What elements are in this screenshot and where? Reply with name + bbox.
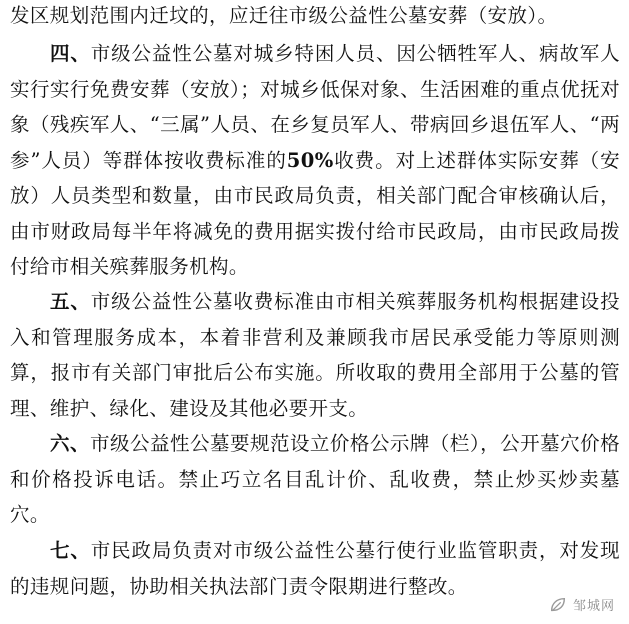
paragraph-item-6 — [10, 426, 620, 533]
item-5-heading: 五、 — [50, 290, 91, 313]
item-7-heading: 七、 — [50, 539, 91, 562]
paragraph-text: 发区规划范围内迁坟的，应迁往市级公益性公墓安葬（安放）。 — [10, 4, 558, 27]
site-watermark — [543, 593, 621, 616]
item-4-text-before: 市级公益性公墓对城乡特困人员、因公牺牲军人、病故军人实行实行免费安葬（安放）；对城乡低保对象、生活困难的重点优抚对象（残疾军人、“三属”人员、在乡复员军人、带病回乡退伍军人、“两参”人员）等群体按收费标准的 — [10, 42, 620, 172]
paragraph-item-5 — [10, 284, 620, 426]
item-6-text: 市级公益性公墓要规范设立价格公示牌（栏），公开墓穴价格和价格投诉电话。禁止巧立名目乱计价、乱收费，禁止炒买炒卖墓穴。 — [10, 432, 620, 526]
item-4-heading: 四、 — [50, 42, 91, 65]
watermark-text: 邹城网 — [572, 599, 615, 614]
item-4-percent: 50% — [286, 148, 334, 172]
item-7-text: 市民政局负责对市级公益性公墓行使行业监管职责，对发现的违规问题，协助相关执法部门责令限期进行整改。 — [10, 539, 620, 598]
item-6-heading: 六、 — [50, 432, 90, 455]
item-5-text: 市级公益性公墓收费标准由市相关殡葬服务机构根据建设投入和管理服务成本，本着非营利及兼顾我市居民承受能力等原则测算，报市有关部门审批后公布实施。所收取的费用全部用于公墓的管理、维护、绿化、建设及其他必要开支。 — [10, 290, 620, 420]
item-4-text-after: 收费。对上述群体实际安葬（安放）人员类型和数量，由市民政局负责，相关部门配合审核确认后，由市财政局每半年将减免的费用据实拨付给市民政局，由市民政局拨付给市相关殡葬服务机构。 — [10, 148, 620, 278]
paragraph-item-7 — [10, 533, 620, 604]
paragraph-continuation — [10, 0, 620, 34]
leaf-logo-icon — [549, 596, 567, 614]
paragraph-item-4 — [10, 36, 620, 285]
